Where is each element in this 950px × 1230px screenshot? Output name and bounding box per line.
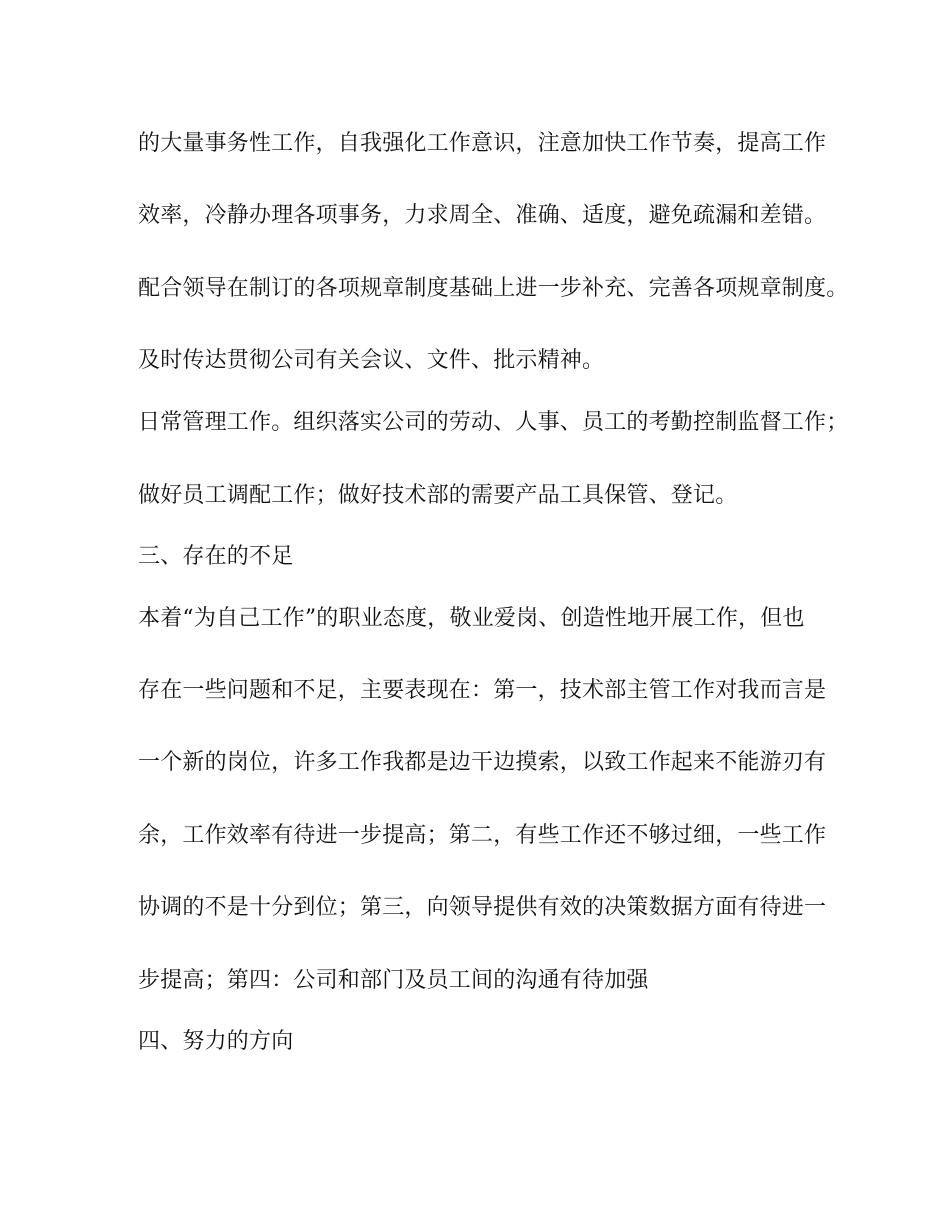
paragraph-line-1: 的大量事务性工作，自我强化工作意识，注意加快工作节奏，提高工作 (138, 131, 827, 156)
paragraph-line-3: 配合领导在制订的各项规章制度基础上进一步补充、完善各项规章制度。 (138, 276, 849, 301)
paragraph-line-6: 做好员工调配工作；做好技术部的需要产品工具保管、登记。 (138, 483, 738, 508)
section-heading-shortcomings: 三、存在的不足 (138, 544, 294, 569)
paragraph-line-11: 余，工作效率有待进一步提高；第二，有些工作还不够过细，一些工作 (138, 823, 827, 848)
paragraph-line-5: 日常管理工作。组织落实公司的劳动、人事、员工的考勤控制监督工作； (138, 410, 849, 435)
section-heading-direction: 四、努力的方向 (138, 1029, 294, 1054)
paragraph-line-10: 一个新的岗位，许多工作我都是边干边摸索，以致工作起来不能游刃有 (138, 750, 827, 775)
paragraph-line-13: 步提高；第四：公司和部门及员工间的沟通有待加强 (138, 968, 649, 993)
paragraph-line-12: 协调的不是十分到位；第三，向领导提供有效的决策数据方面有待进一 (138, 895, 827, 920)
paragraph-line-8: 本着“为自己工作”的职业态度，敬业爱岗、创造性地开展工作，但也 (138, 606, 805, 631)
paragraph-line-9: 存在一些问题和不足，主要表现在：第一，技术部主管工作对我而言是 (138, 678, 827, 703)
paragraph-line-4: 及时传达贯彻公司有关会议、文件、批示精神。 (138, 348, 605, 373)
paragraph-line-2: 效率，冷静办理各项事务，力求周全、准确、适度，避免疏漏和差错。 (138, 203, 827, 228)
